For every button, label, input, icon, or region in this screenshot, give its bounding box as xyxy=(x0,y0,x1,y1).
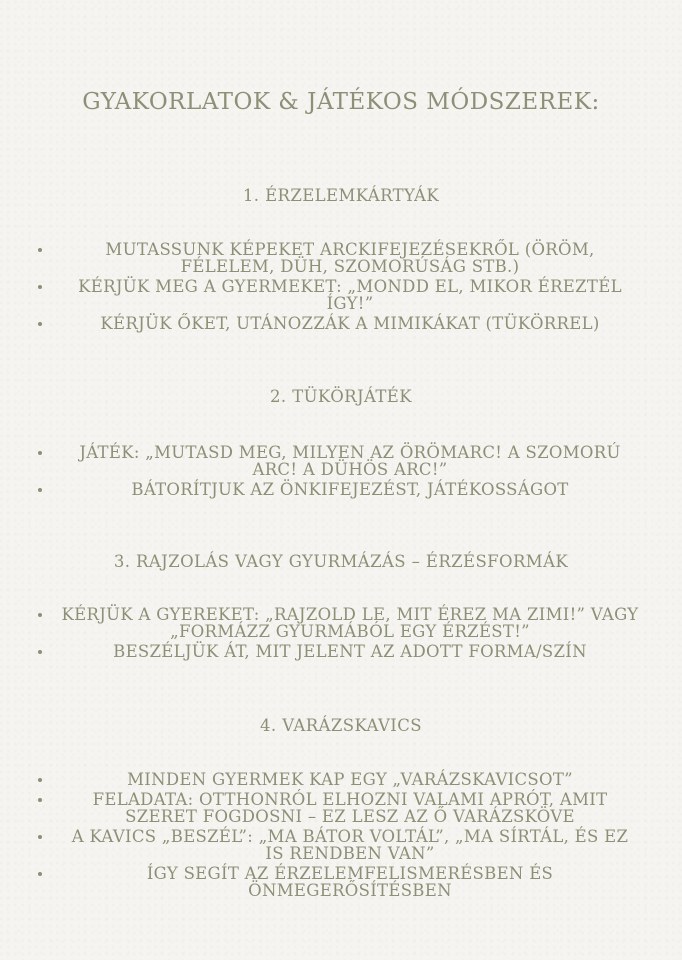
bullet-icon xyxy=(38,322,42,326)
bullet-list-varazskavics xyxy=(30,771,652,902)
bullet-icon xyxy=(38,778,42,782)
list-item: KÉRJÜK MEG A GYERMEKET: „MONDD EL, MIKOR ÉREZTÉL ÍGY!” xyxy=(30,278,652,312)
list-item: FELADATA: OTTHONRÓL ELHOZNI VALAMI APRÓT, AMIT SZERET FOGDOSNI – EZ LESZ AZ Ő VARÁZSKÖVE xyxy=(30,791,652,825)
section-heading-varazskavics: 4. VARÁZSKAVICS xyxy=(260,716,422,735)
bullet-icon xyxy=(38,248,42,252)
bullet-list-rajzolas xyxy=(30,606,652,663)
list-item: BESZÉLJÜK ÁT, MIT JELENT AZ ADOTT FORMA/SZÍN xyxy=(30,643,652,660)
bullet-icon xyxy=(38,650,42,654)
list-item: KÉRJÜK A GYEREKET: „RAJZOLD LE, MIT ÉREZ MA ZIMI!” VAGY „FORMÁZZ GYURMÁBÓL EGY ÉRZÉST!” xyxy=(30,606,652,640)
bullet-icon xyxy=(38,285,42,289)
bullet-list-tukorjatek xyxy=(30,444,652,501)
bullet-icon xyxy=(38,872,42,876)
bullet-list-erzelemkartyak xyxy=(30,241,652,335)
bullet-icon xyxy=(38,835,42,839)
list-item: ÍGY SEGÍT AZ ÉRZELEMFELISMERÉSBEN ÉS ÖNMEGERŐSÍTÉSBEN xyxy=(30,865,652,899)
bullet-icon xyxy=(38,451,42,455)
section-heading-rajzolas: 3. RAJZOLÁS VAGY GYURMÁZÁS – ÉRZÉSFORMÁK xyxy=(113,552,569,571)
section-heading-erzelemkartyak: 1. ÉRZELEMKÁRTYÁK xyxy=(242,186,440,205)
section-heading-tukorjatek: 2. TÜKÖRJÁTÉK xyxy=(270,387,412,406)
bullet-icon xyxy=(38,798,42,802)
list-item: KÉRJÜK ŐKET, UTÁNOZZÁK A MIMIKÁKAT (TÜKÖRREL) xyxy=(30,315,652,332)
bullet-icon xyxy=(38,488,42,492)
list-item: MUTASSUNK KÉPEKET ARCKIFEJEZÉSEKRŐL (ÖRÖM, FÉLELEM, DÜH, SZOMORÚSÁG STB.) xyxy=(30,241,652,275)
page-title: GYAKORLATOK & JÁTÉKOS MÓDSZEREK: xyxy=(82,89,600,115)
list-item: A KAVICS „BESZÉL”: „MA BÁTOR VOLTÁL”, „MA SÍRTÁL, ÉS EZ IS RENDBEN VAN” xyxy=(30,828,652,862)
list-item: JÁTÉK: „MUTASD MEG, MILYEN AZ ÖRÖMARC! A SZOMORÚ ARC! A DÜHÖS ARC!” xyxy=(30,444,652,478)
list-item: MINDEN GYERMEK KAP EGY „VARÁZSKAVICSOT” xyxy=(30,771,652,788)
list-item: BÁTORÍTJUK AZ ÖNKIFEJEZÉST, JÁTÉKOSSÁGOT xyxy=(30,481,652,498)
bullet-icon xyxy=(38,613,42,617)
